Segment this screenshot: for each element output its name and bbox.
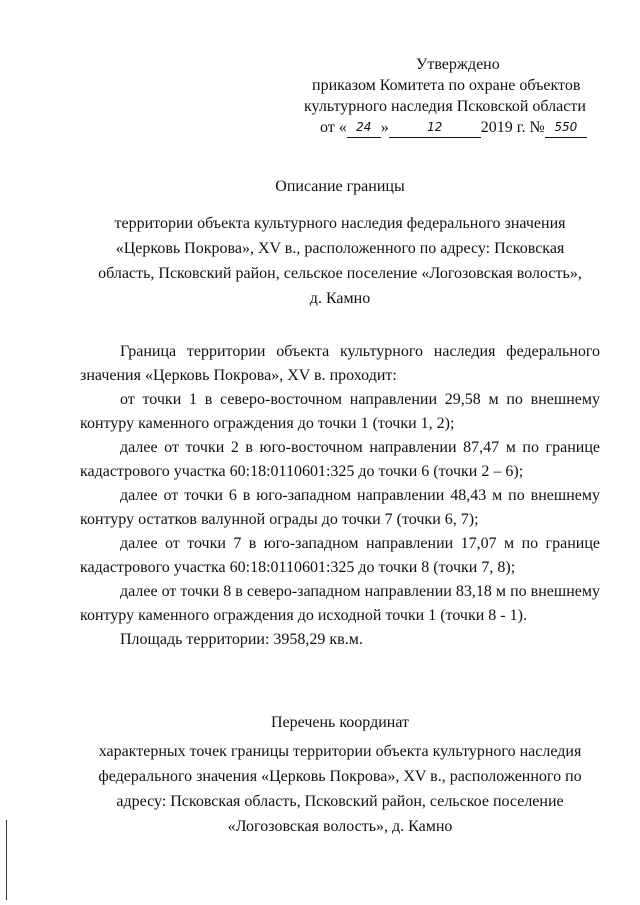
body-paragraph: далее от точки 7 в юго-западном направлении 17,07 м по границе кадастрового участка 60:18:0110601:325 до точки 8 (точки 7, 8); [80,535,600,576]
list-title-line: «Логозовская волость», д. Камно [227,818,453,835]
coordinates-list-title [70,710,610,839]
approval-block [290,54,610,138]
body-paragraph: далее от точки 2 в юго-восточном направлении 87,47 м по границе кадастрового участка 60:18:0110601:325 до точки 6 (точки 2 – 6); [80,439,600,480]
date-mid: » [380,119,389,136]
list-title-line: адресу: Псковская область, Псковский район, сельское поселение [116,793,564,810]
area-paragraph: Площадь территории: 3958,29 кв.м. [120,631,363,648]
body-paragraph: от точки 1 в северо-восточном направлении 29,58 м по внешнему контуру каменного ограждения до точки 1 (точки 1, 2); [80,391,600,432]
title-line: д. Камно [309,290,371,307]
order-number-handwritten: 550 [554,120,578,134]
date-prefix: от « [320,119,347,136]
list-heading: Перечень координат [270,714,410,731]
approval-heading: Утверждено [416,56,500,73]
date-day-handwritten: 24 [356,120,372,134]
scan-edge-mark [6,820,7,900]
order-number-field [545,119,587,138]
date-month-handwritten: 12 [427,120,443,134]
list-title-line: характерных точек границы территории объекта культурного наследия [98,743,582,760]
title-line: территории объекта культурного наследия федерального значения [114,215,566,232]
boundary-description-body [80,340,600,652]
date-day-field [347,119,381,138]
date-year: 2019 г. № [480,119,545,136]
body-paragraph: далее от точки 6 в юго-западном направлении 48,43 м по внешнему контуру остатков валунной ограды до точки 7 (точки 6, 7); [80,487,600,528]
title-line: область, Псковский район, сельское поселение «Логозовская волость», [98,265,582,282]
title-line: «Церковь Покрова», XV в., расположенного по адресу: Псковская [115,240,565,257]
approval-date-line [290,117,610,138]
list-title-line: федерального значения «Церковь Покрова», XV в., расположенного по [98,768,582,785]
boundary-description-title [70,174,610,311]
body-paragraph: далее от точки 8 в северо-западном направлении 83,18 м по внешнему контуру каменного ограждения до исходной точки 1 (точки 8 - 1). [80,583,600,624]
date-month-field [389,119,481,138]
approval-order-line: приказом Комитета по охране объектов [312,77,581,94]
body-paragraph: Граница территории объекта культурного наследия федерального значения «Церковь Покрова», XV в. проходит: [80,343,600,384]
approval-committee-line: культурного наследия Псковской области [304,98,586,115]
title-heading: Описание границы [275,178,405,195]
